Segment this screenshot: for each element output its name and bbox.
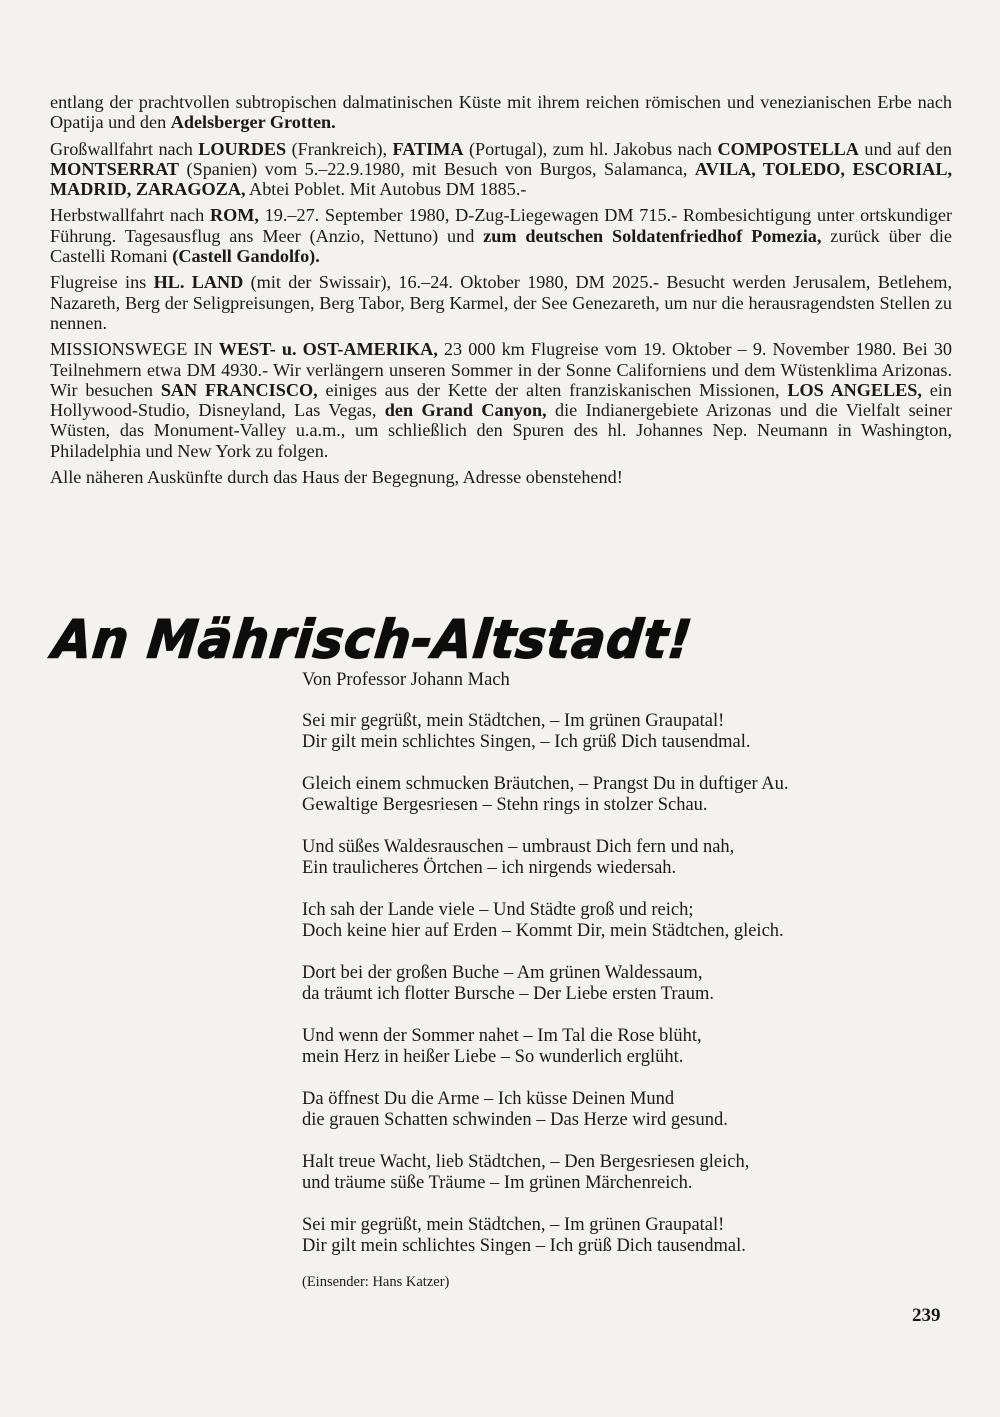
bold-text: MONTSERRAT bbox=[50, 158, 180, 179]
bold-text: ROM, bbox=[209, 205, 259, 226]
bold-text: AVILA, TOLEDO, ESCORIAL, MADRID, ZARAGOZA, bbox=[50, 158, 952, 200]
page-number: 239 bbox=[912, 1305, 941, 1326]
poem-line: Dort bei der großen Buche – Am grünen Waldessaum, bbox=[302, 962, 703, 983]
poem-line: Doch keine hier auf Erden – Kommt Dir, mein Städtchen, gleich. bbox=[302, 921, 784, 941]
poem-author: Von Professor Johann Mach bbox=[302, 670, 510, 690]
contributor-note: (Einsender: Hans Katzer) bbox=[302, 1273, 450, 1290]
text: zurück über die Castelli Romani bbox=[50, 225, 952, 267]
bold-text: HL. LAND bbox=[153, 272, 244, 293]
poem-stanzas bbox=[302, 711, 962, 1258]
paragraph-america bbox=[50, 339, 952, 461]
text: (Spanien) vom 5.–22.9.1980, mit Besuch von Burgos, Salamanca, bbox=[179, 158, 695, 179]
poem-line: Und süßes Waldesrauschen – umbraust Dich fern und nah, bbox=[302, 836, 735, 857]
poem-line: Sei mir gegrüßt, mein Städtchen, – Im grünen Graupatal! bbox=[302, 710, 725, 731]
text: Alle näheren Auskünfte durch das Haus der Begegnung, Adresse obenstehend! bbox=[50, 467, 623, 488]
poem-line: mein Herz in heißer Liebe – So wunderlich erglüht. bbox=[302, 1047, 684, 1067]
text: die Indianergebiete Arizonas und die Vielfalt seiner Wüsten, das Monument-Valley u.a.m., um schließlich den Spuren des hl. Johannes Nep. Neumann in Washington, Philadelphia und New York zu folgen. bbox=[50, 400, 952, 461]
text: Flugreise ins bbox=[50, 272, 154, 293]
text: einiges aus der Kette der alten franziskanischen Missionen, bbox=[317, 379, 788, 400]
paragraph-holy-land bbox=[50, 272, 952, 333]
text: Herbstwallfahrt nach bbox=[50, 205, 210, 226]
stanza bbox=[302, 837, 962, 880]
text: (mit der Swissair), 16.–24. Oktober 1980, DM 2025.- Besucht werden Jerusalem, Betlehem, Nazareth, Berg der Seligpreisungen, Berg Tabor, Berg Karmel, der See Genezareth, um nur die herausragendsten Stellen zu nennen. bbox=[50, 272, 953, 333]
poem-line: und träume süße Träume – Im grünen Märchenreich. bbox=[302, 1173, 693, 1193]
stanza bbox=[302, 1089, 962, 1132]
text: Abtei Poblet. Mit Autobus DM 1885.- bbox=[245, 179, 527, 200]
paragraph-lourdes-fatima bbox=[50, 139, 952, 200]
bold-text: WEST- u. OST-AMERIKA, bbox=[218, 339, 438, 360]
poem-line: Dir gilt mein schlichtes Singen, – Ich grüß Dich tausendmal. bbox=[302, 732, 751, 752]
text: und auf den bbox=[858, 138, 953, 159]
poem-line: die grauen Schatten schwinden – Das Herze wird gesund. bbox=[302, 1110, 728, 1130]
bold-text: (Castell Gandolfo). bbox=[172, 246, 320, 267]
stanza bbox=[302, 711, 962, 754]
bold-text: den Grand Canyon, bbox=[384, 400, 547, 421]
poem-line: Da öffnest Du die Arme – Ich küsse Deinen Mund bbox=[302, 1088, 675, 1109]
poem bbox=[302, 670, 962, 1293]
stanza bbox=[302, 1215, 962, 1258]
text: ein Hollywood-Studio, Disneyland, Las Vegas, bbox=[50, 379, 952, 421]
poem-line: Dir gilt mein schlichtes Singen – Ich grüß Dich tausendmal. bbox=[302, 1236, 746, 1256]
poem-line: da träumt ich flotter Bursche – Der Liebe ersten Traum. bbox=[302, 984, 715, 1004]
text: entlang der prachtvollen subtropischen dalmatinischen Küste mit ihrem reichen römischen und venezianischen Erbe nach Opatija und den bbox=[50, 92, 952, 133]
text: (Frankreich), bbox=[286, 138, 393, 159]
bold-text: LOURDES bbox=[198, 138, 287, 159]
stanza bbox=[302, 1026, 962, 1069]
poem-line: Und wenn der Sommer nahet – Im Tal die Rose blüht, bbox=[302, 1025, 702, 1046]
bold-text: COMPOSTELLA bbox=[717, 138, 859, 159]
bold-text: FATIMA bbox=[392, 138, 464, 159]
poem-line: Ich sah der Lande viele – Und Städte groß und reich; bbox=[302, 899, 694, 920]
poem-title: An Mährisch-Altstadt! bbox=[50, 609, 696, 670]
poem-line: Gewaltige Bergesriesen – Stehn rings in stolzer Schau. bbox=[302, 795, 708, 815]
paragraph-dalmatia bbox=[50, 92, 952, 133]
text: (Portugal), zum hl. Jakobus nach bbox=[463, 138, 718, 159]
bold-text: zum deutschen Soldatenfriedhof Pomezia, bbox=[483, 225, 822, 246]
text: MISSIONSWEGE IN bbox=[50, 339, 219, 360]
bold-text: Adelsberger Grotten. bbox=[170, 112, 336, 133]
stanza bbox=[302, 900, 962, 943]
bold-text: LOS ANGELES, bbox=[787, 379, 922, 400]
poem-line: Gleich einem schmucken Bräutchen, – Prangst Du in duftiger Au. bbox=[302, 773, 789, 794]
stanza bbox=[302, 963, 962, 1006]
bold-text: SAN FRANCISCO, bbox=[160, 379, 318, 400]
poem-line: Ein traulicheres Örtchen – ich nirgends wiedersah. bbox=[302, 858, 677, 878]
travel-announcements bbox=[50, 92, 952, 493]
text: 19.–27. September 1980, D-Zug-Liegewagen DM 715.- Rombesichtigung unter ortskundiger Führung. Tagesausflug ans Meer (Anzio, Nettuno) und bbox=[50, 205, 953, 246]
text: 23 000 km Flugreise vom 19. Oktober – 9. November 1980. Bei 30 Teilnehmern etwa DM 4930.- Wir verlängern unseren Sommer in der Sonne Californiens und dem Wüstenklima Arizonas. Wir besuchen bbox=[50, 339, 952, 400]
paragraph-info bbox=[50, 467, 952, 487]
stanza bbox=[302, 774, 962, 817]
poem-line: Halt treue Wacht, lieb Städtchen, – Den Bergesriesen gleich, bbox=[302, 1151, 750, 1172]
poem-line: Sei mir gegrüßt, mein Städtchen, – Im grünen Graupatal! bbox=[302, 1214, 725, 1235]
text: Großwallfahrt nach bbox=[50, 138, 199, 159]
paragraph-rome bbox=[50, 205, 952, 266]
stanza bbox=[302, 1152, 962, 1195]
